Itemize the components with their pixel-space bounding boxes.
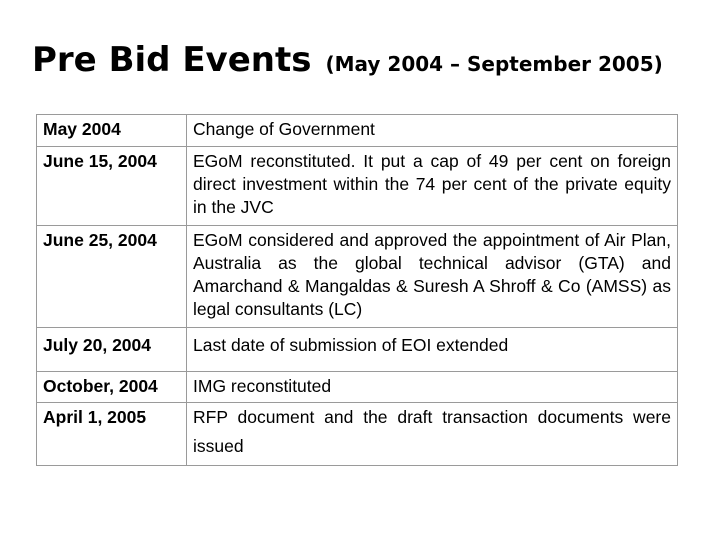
event-date: April 1, 2005: [37, 403, 187, 466]
table-row: [37, 328, 678, 372]
table-row: [37, 226, 678, 328]
table-row: [37, 147, 678, 226]
event-date: June 15, 2004: [37, 147, 187, 226]
event-date: July 20, 2004: [37, 328, 187, 372]
event-description: Last date of submission of EOI extended: [187, 328, 678, 372]
table-row: [37, 372, 678, 403]
event-description: EGoM reconstituted. It put a cap of 49 per cent on foreign direct investment within the 74 per cent of the private equity in the JVC: [187, 147, 678, 226]
event-date: June 25, 2004: [37, 226, 187, 328]
title-date-range: (May 2004 – September 2005): [325, 52, 663, 76]
event-date: May 2004: [37, 115, 187, 147]
table-row: [37, 403, 678, 466]
event-date: October, 2004: [37, 372, 187, 403]
event-description: EGoM considered and approved the appointment of Air Plan, Australia as the global technical advisor (GTA) and Amarchand & Mangaldas & Suresh A Shroff & Co (AMSS) as legal consultants (LC): [187, 226, 678, 328]
event-description: RFP document and the draft transaction documents were issued: [187, 403, 678, 466]
title-main: Pre Bid Events: [32, 40, 312, 80]
table-row: [37, 115, 678, 147]
event-description: Change of Government: [193, 119, 375, 139]
page-title: [32, 40, 663, 80]
events-table: [36, 114, 678, 466]
event-description: IMG reconstituted: [187, 372, 678, 403]
